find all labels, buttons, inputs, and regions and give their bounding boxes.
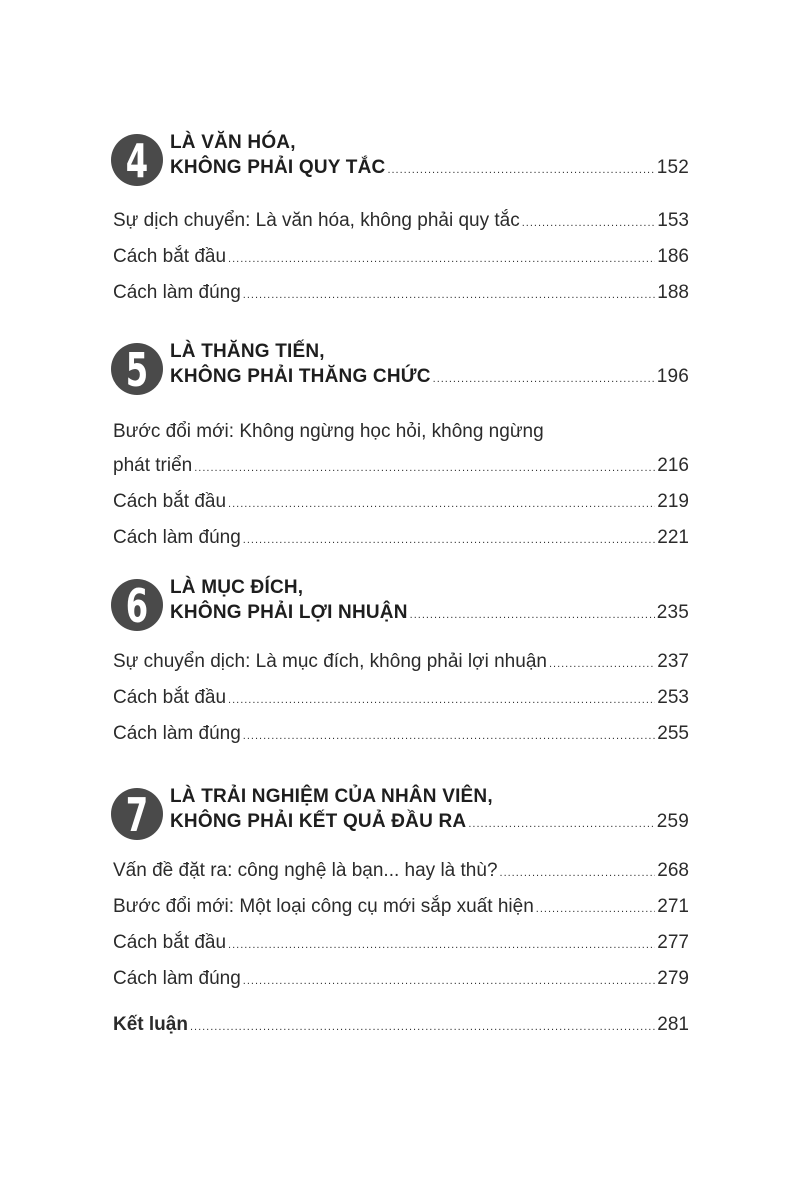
toc-entry[interactable] [113,240,689,276]
chapter-heading[interactable] [113,337,689,393]
toc-entry[interactable] [113,926,689,962]
entry-label: Cách làm đúng [113,282,241,303]
section-list [113,645,689,753]
page-number: 196 [656,366,689,387]
page-number: 281 [657,1014,689,1035]
chapter-title-line2-row [170,602,689,624]
chapter-heading[interactable] [113,573,689,629]
toc-entry[interactable] [113,890,689,926]
chapter-title-line2: KHÔNG PHẢI LỢI NHUẬN [170,602,408,623]
entry-label: Cách bắt đầu [113,246,227,267]
entry-label-line2-row [113,449,689,485]
chapter-title-line2-row [170,157,689,179]
section-list [113,415,689,557]
entry-label: Cách làm đúng [113,723,241,744]
chapter-number: 5 [125,343,149,395]
toc-entry[interactable] [113,204,689,240]
page-number: 279 [657,968,689,989]
leader-dots [228,928,655,962]
chapter-title-line1: LÀ VĂN HÓA, [170,132,296,153]
toc-entry[interactable] [113,645,689,681]
chapter-6 [113,573,689,753]
leader-dots [243,523,656,557]
chapter-number-circle [111,343,163,395]
page-number: 259 [656,811,689,832]
chapter-heading[interactable] [113,128,689,184]
chapter-title-line1: LÀ MỤC ĐÍCH, [170,577,304,598]
page-number: 277 [657,932,689,953]
entry-label: Cách làm đúng [113,527,241,548]
entry-label: Bước đổi mới: Một loại công cụ mới sắp xuất hiện [113,896,534,917]
entry-label-line1: Bước đổi mới: Không ngừng học hỏi, không ngừng [113,421,544,442]
leader-dots [228,683,655,717]
leader-dots [536,892,656,926]
page-number: 237 [657,651,689,672]
leader-dots [410,609,655,621]
page-number: 255 [657,723,689,744]
page-number: 235 [656,602,689,623]
page-number: 186 [657,246,689,267]
page-number: 268 [657,860,689,881]
chapter-number-circle [111,579,163,631]
leader-dots [228,487,655,521]
page-number: 221 [657,527,689,548]
toc-entry[interactable] [113,717,689,753]
page-number: 219 [657,491,689,512]
toc-entry[interactable] [113,276,689,312]
toc-entry[interactable] [113,415,689,485]
leader-dots [522,206,656,240]
leader-dots [243,278,656,312]
chapter-title-line2-row [170,366,689,388]
toc-entry[interactable] [113,681,689,717]
chapter-number-circle [111,134,163,186]
leader-dots [243,964,656,998]
toc-entry[interactable] [113,485,689,521]
chapter-7 [113,782,689,998]
page-number: 188 [657,282,689,303]
chapter-title-line2: KHÔNG PHẢI THĂNG CHỨC [170,366,431,387]
entry-label: Cách bắt đầu [113,491,227,512]
toc-entry[interactable] [113,854,689,890]
leader-dots [500,856,656,890]
toc-entry[interactable] [113,521,689,557]
chapter-number: 6 [125,579,149,631]
leader-dots [387,164,654,176]
chapter-4 [113,128,689,312]
page-number: 216 [657,455,689,476]
conclusion-entry[interactable] [113,1008,689,1044]
chapter-title-line1: LÀ THĂNG TIẾN, [170,341,325,362]
section-list [113,204,689,312]
toc-entry[interactable] [113,1008,689,1044]
chapter-number: 4 [125,134,149,186]
leader-dots [549,647,655,681]
entry-label: Cách bắt đầu [113,687,227,708]
leader-dots [190,1010,655,1044]
entry-label: Cách làm đúng [113,968,241,989]
page-number: 152 [656,157,689,178]
entry-label: Cách bắt đầu [113,932,227,953]
chapter-title-line2: KHÔNG PHẢI QUY TẮC [170,157,386,178]
page-number: 153 [657,210,689,231]
leader-dots [243,719,656,753]
chapter-title-line2: KHÔNG PHẢI KẾT QUẢ ĐẦU RA [170,811,467,832]
chapter-heading[interactable] [113,782,689,838]
leader-dots [228,242,655,276]
toc-entry[interactable] [113,962,689,998]
leader-dots [468,818,654,830]
page-number: 253 [657,687,689,708]
chapter-number: 7 [125,788,149,840]
page-number: 271 [657,896,689,917]
chapter-title-line2-row [170,811,689,833]
section-list [113,854,689,998]
entry-label: Kết luận [113,1014,188,1035]
chapter-5 [113,337,689,557]
entry-label: Vấn đề đặt ra: công nghệ là bạn... hay là thù? [113,860,498,881]
leader-dots [194,451,655,485]
entry-label: phát triển [113,455,193,476]
entry-label: Sự chuyển dịch: Là mục đích, không phải lợi nhuận [113,651,547,672]
chapter-title-line1: LÀ TRẢI NGHIỆM CỦA NHÂN VIÊN, [170,786,493,807]
leader-dots [433,373,655,385]
chapter-number-circle [111,788,163,840]
entry-label: Sự dịch chuyển: Là văn hóa, không phải quy tắc [113,210,520,231]
